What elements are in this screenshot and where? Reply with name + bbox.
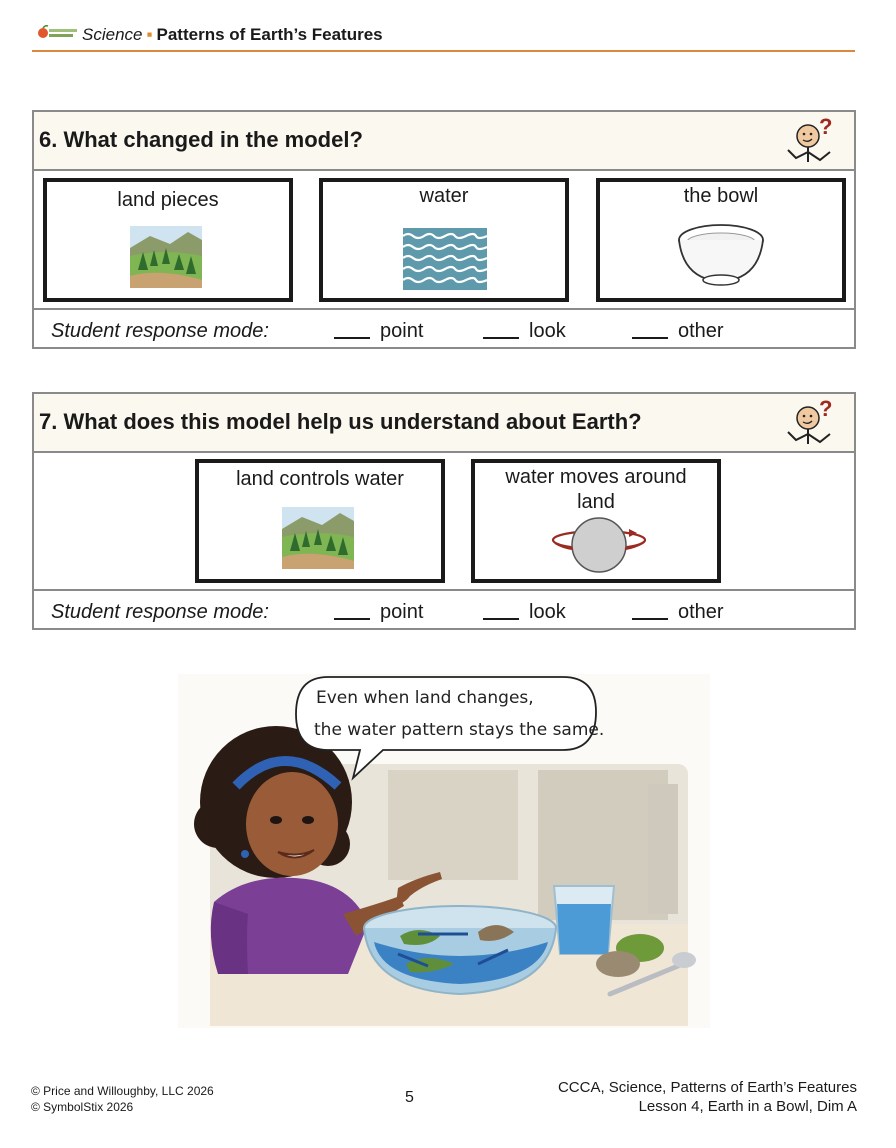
question-7-title: 7. What does this model help us understand about Earth? [39, 409, 642, 434]
response-choice-label: other [678, 320, 724, 342]
response-blank[interactable] [334, 618, 370, 620]
response-choice-label: other [678, 601, 724, 623]
header-topic: Patterns of Earth’s Features [156, 25, 383, 44]
response-look[interactable] [483, 601, 566, 624]
response-choice-label: look [529, 601, 566, 623]
question-6-header [34, 112, 854, 171]
option-water-moves-around-land[interactable] [471, 459, 721, 583]
landscape-icon [130, 226, 202, 288]
page-number: 5 [405, 1089, 414, 1106]
svg-text:?: ? [819, 116, 833, 139]
question-7-card [32, 392, 856, 630]
response-mode-label: Student response mode: [51, 320, 269, 342]
question-6-title: 6. What changed in the model? [39, 127, 363, 152]
header-subject: Science [82, 25, 143, 44]
option-label: land controls water [236, 468, 404, 490]
option-label: land pieces [117, 189, 219, 211]
option-water[interactable] [319, 178, 569, 302]
course-title: CCCA, Science, Patterns of Earth’s Features [557, 1079, 857, 1096]
question-6-response-row [34, 310, 854, 348]
option-land-controls-water[interactable] [195, 459, 445, 583]
response-choice-label: point [380, 320, 424, 342]
thinking-person-icon [778, 398, 840, 450]
question-6-card [32, 110, 856, 349]
response-look[interactable] [483, 320, 566, 343]
planet-orbit-icon [549, 517, 649, 575]
response-choice-label: point [380, 601, 424, 623]
svg-text:?: ? [819, 398, 833, 421]
response-other[interactable] [632, 601, 724, 624]
question-6-options [34, 171, 854, 310]
copyright-block [31, 1083, 214, 1115]
page-header [32, 22, 855, 52]
option-the-bowl[interactable] [596, 178, 846, 302]
lesson-reference [558, 1078, 857, 1116]
response-blank[interactable] [632, 618, 668, 620]
question-7-options [34, 453, 854, 591]
response-choice-label: look [529, 320, 566, 342]
option-land-pieces[interactable] [43, 178, 293, 302]
lesson-title: Lesson 4, Earth in a Bowl, Dim A [638, 1098, 857, 1115]
copyright-line: © Price and Willoughby, LLC 2026 [31, 1084, 214, 1098]
response-blank[interactable] [483, 618, 519, 620]
question-7-header [34, 394, 854, 453]
speech-line-2: the water pattern stays the same. [314, 720, 605, 740]
question-7-response-row [34, 591, 854, 629]
response-point[interactable] [334, 601, 423, 624]
response-blank[interactable] [334, 337, 370, 339]
option-label: water moves around land [505, 466, 687, 513]
option-label: water [419, 185, 469, 207]
publisher-logo-icon [34, 24, 80, 42]
header-title [82, 25, 383, 45]
response-point[interactable] [334, 320, 423, 343]
water-waves-icon [403, 228, 487, 290]
response-blank[interactable] [483, 337, 519, 339]
response-mode-label: Student response mode: [51, 601, 269, 623]
header-separator: ▪ [146, 25, 153, 44]
landscape-icon [282, 507, 354, 569]
response-blank[interactable] [632, 337, 668, 339]
speech-line-1: Even when land changes, [316, 688, 534, 708]
girl-with-bowl-illustration [178, 674, 710, 1028]
response-other[interactable] [632, 320, 724, 343]
bowl-icon [675, 220, 767, 290]
option-label: the bowl [683, 185, 759, 207]
thinking-person-icon [778, 116, 840, 168]
copyright-line: © SymbolStix 2026 [31, 1100, 134, 1114]
